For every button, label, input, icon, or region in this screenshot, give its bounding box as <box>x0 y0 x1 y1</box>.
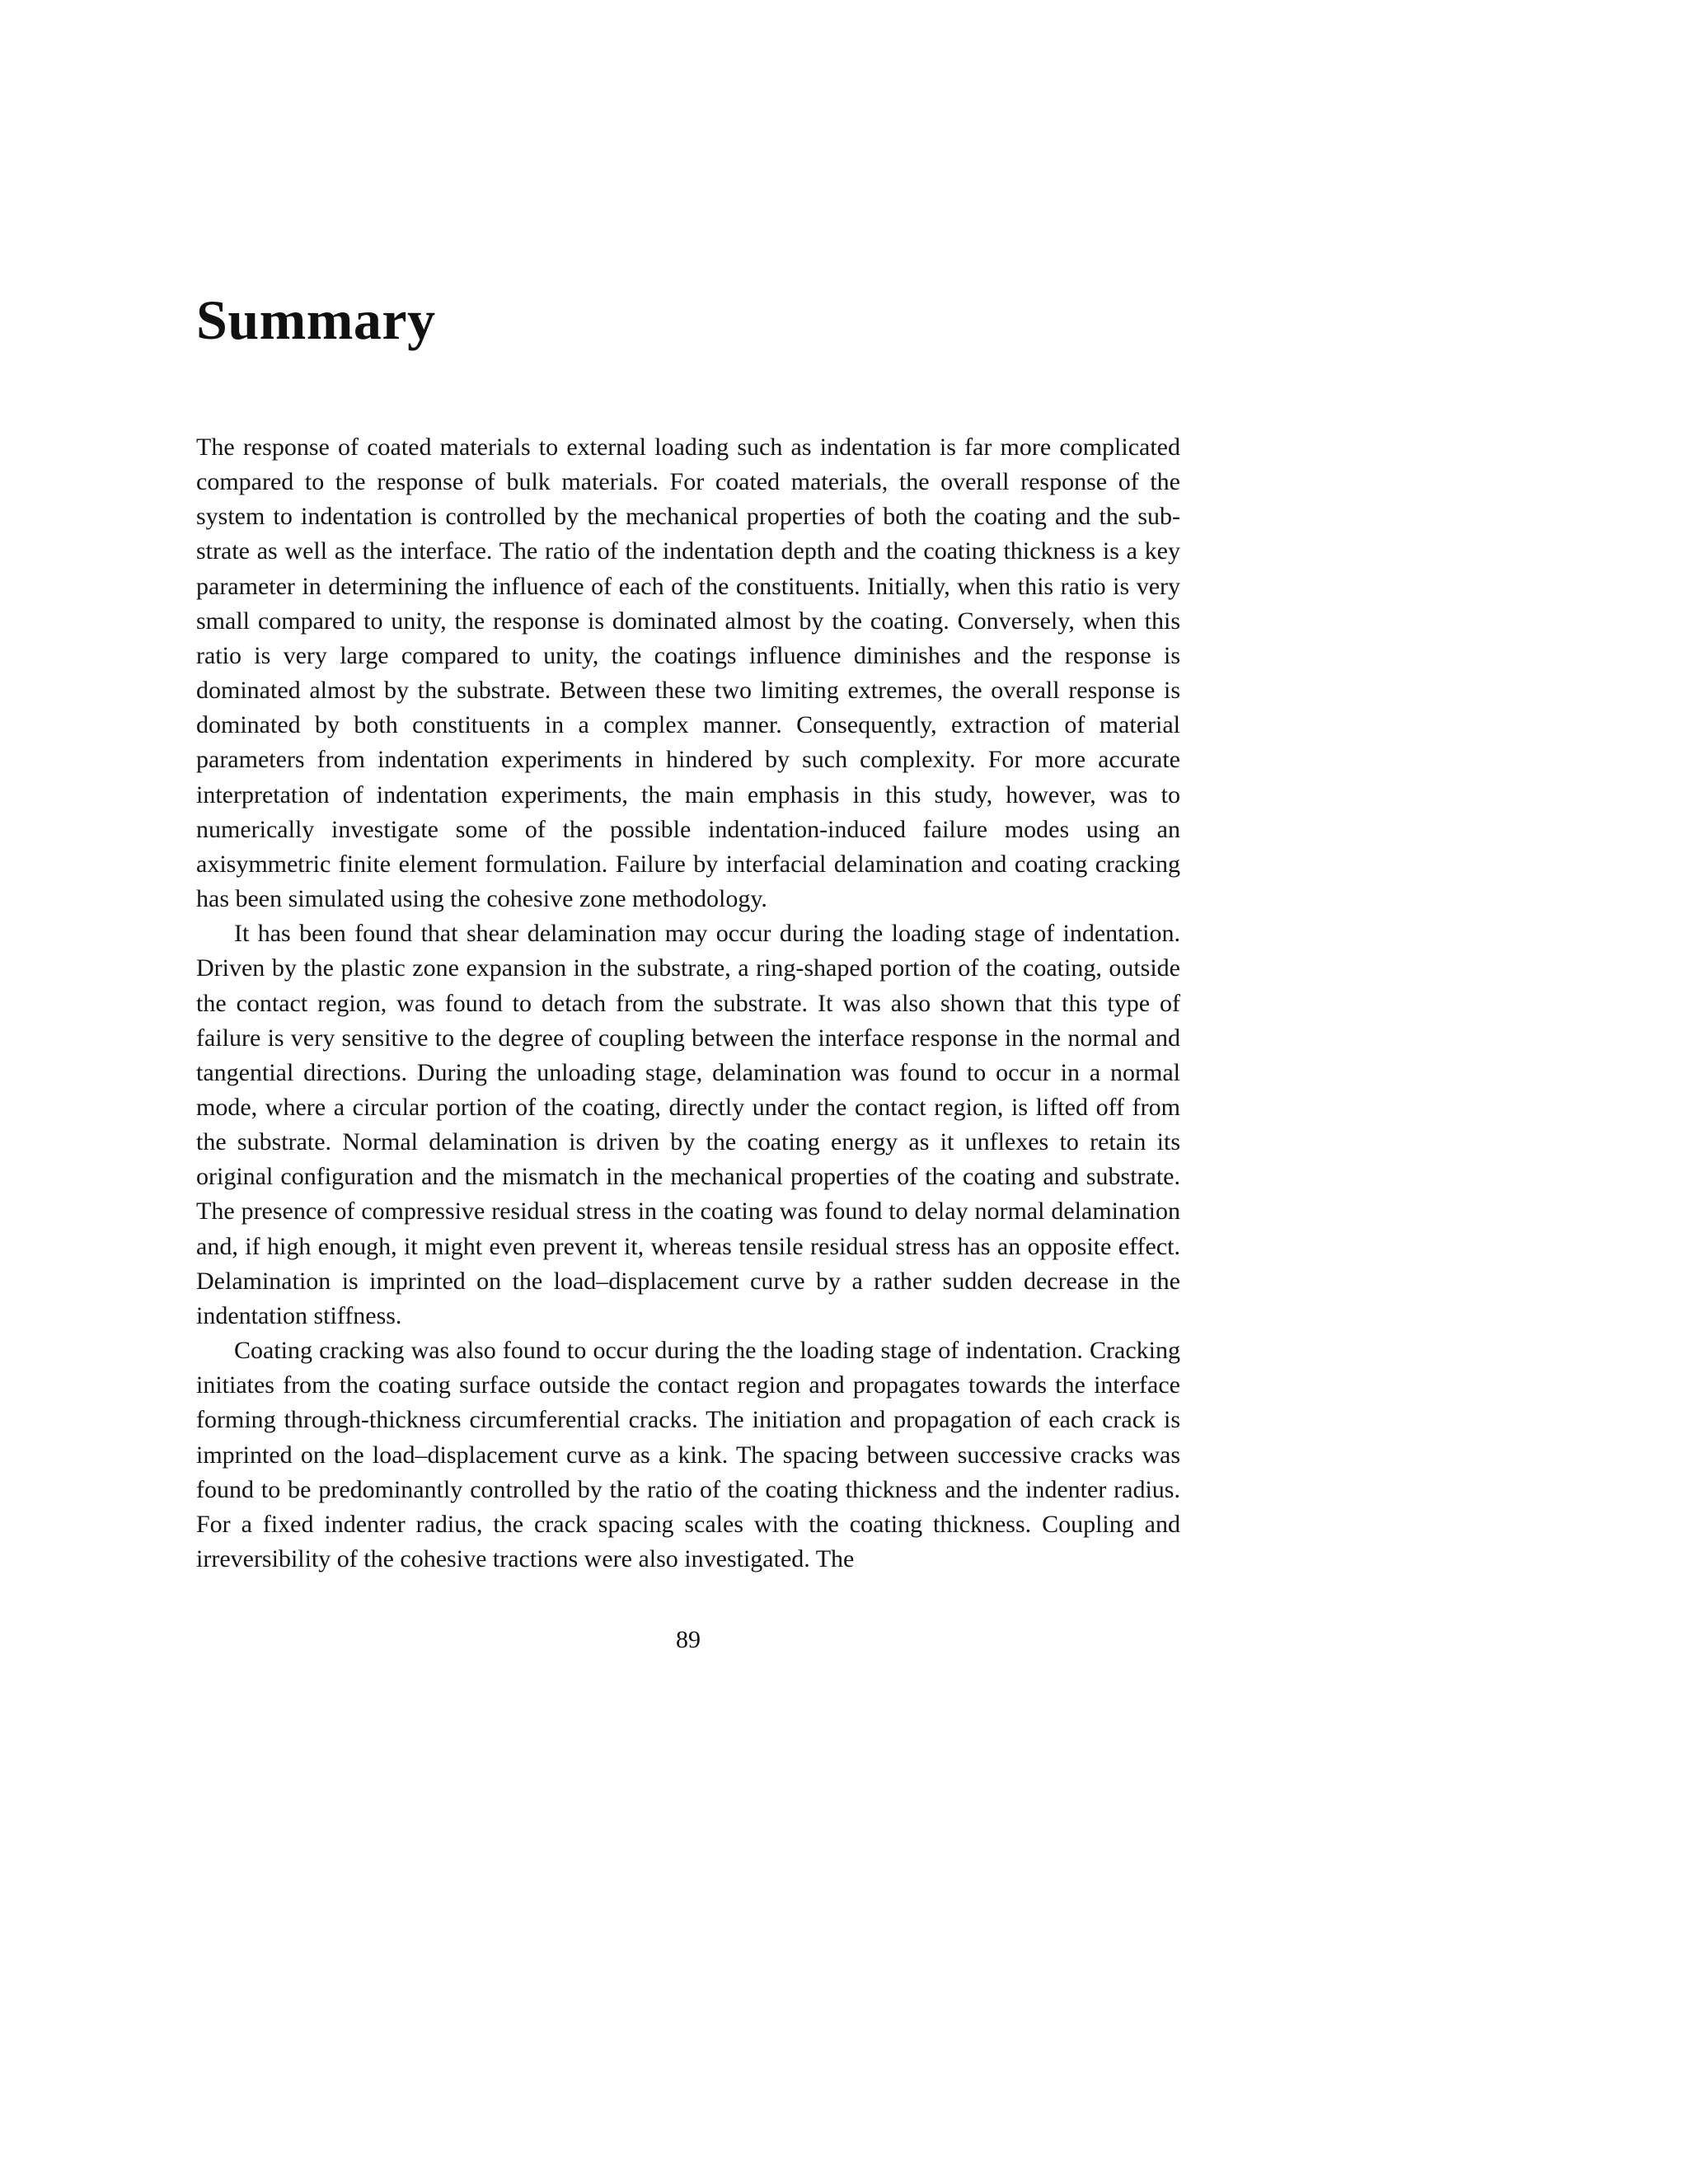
paragraph-cracking: Coating cracking was also found to occur during the the loading stage of indentation. Cracking initiates from the coating surface outside the contact region and propagates towards the interface forming through-thickness circumferential cracks. The initiation and propagation of each crack is imprinted on the load–displacement curve as a kink. The spacing between successive cracks was found to be predominantly controlled by the ratio of the coating thickness and the indenter radius. For a fixed indenter radius, the crack spacing scales with the coating thickness. Coupling and irreversibility of the cohesive tractions were also investigated. The <box>196 1337 1180 1572</box>
chapter-title: Summary <box>196 288 436 351</box>
page-number: 89 <box>676 1626 701 1653</box>
paragraph-delamination: It has been found that shear delamination may occur during the loading stage of indentation. Driven by the plastic zone expansion in the substrate, a ring-shaped portion of the coating, outside the contact region, was found to detach from the substrate. It was also shown that this type of failure is very sensitive to the degree of coupling between the interface response in the normal and tangential directions. During the unloading stage, delamination was found to occur in a normal mode, where a circular portion of the coating, directly under the contact region, is lifted off from the substrate. Normal delamination is driven by the coating energy as it unflexes to retain its original configuration and the mismatch in the mechanical properties of the coating and substrate. The presence of compressive residual stress in the coating was found to delay normal delamination and, if high enough, it might even prevent it, whereas tensile residual stress has an opposite effect. Delamination is imprinted on the load–displacement curve by a rather sudden decrease in the indentation stiffness. <box>196 920 1180 1329</box>
paragraph-intro: The response of coated materials to external loading such as indentation is far more complicated compared to the response of bulk materials. For coated materials, the overall response of the system to indentation is controlled by the mechanical properties of both the coating and the substrate as well as the interface. The ratio of the indentation depth and the coating thickness is a key parameter in determining the influence of each of the constituents. Initially, when this ratio is very small compared to unity, the response is dominated almost by the coating. Conversely, when this ratio is very large compared to unity, the coatings influence diminishes and the response is dominated almost by the substrate. Between these two limiting extremes, the overall response is dominated by both constituents in a complex manner. Consequently, extraction of material parameters from indentation experiments in hindered by such complexity. For more accurate interpretation of indentation experiments, the main emphasis in this study, however, was to numerically investigate some of the possible indentation-induced failure modes using an axisymmetric finite element formulation. Failure by interfacial delamination and coating cracking has been simulated using the cohesive zone methodology. <box>196 434 1180 913</box>
summary-body <box>196 430 1180 1577</box>
